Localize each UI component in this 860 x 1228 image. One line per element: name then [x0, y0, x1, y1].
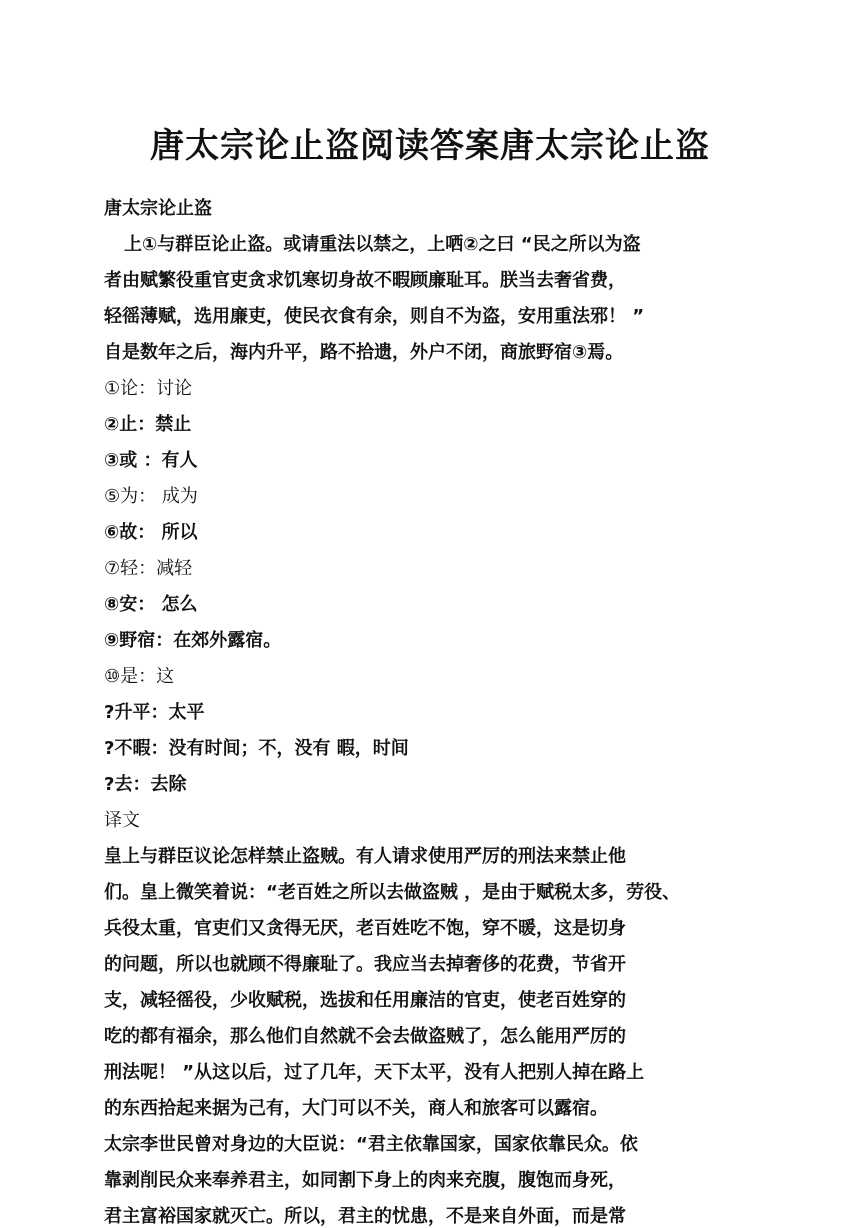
- text-line: ⑨野宿：在郊外露宿。: [104, 630, 282, 651]
- text-line: ⑥故： 所以: [104, 522, 198, 543]
- text-line: 译文: [104, 810, 140, 831]
- text-line: 上①与群臣论止盗。或请重法以禁之，上哂②之曰 “民之所以为盗: [124, 234, 641, 255]
- text-line: 君主富裕国家就灭亡。所以，君主的忧患，不是来自外面，而是常: [104, 1206, 626, 1227]
- text-line: 们。皇上微笑着说：“老百姓之所以去做盗贼 ，是由于赋税太多，劳役、: [104, 882, 681, 903]
- text-line: ⑦轻：减轻: [104, 558, 193, 579]
- text-line: 靠剥削民众来奉养君主，如同割下身上的肉来充腹，腹饱而身死，: [104, 1170, 626, 1191]
- text-line: ?不暇：没有时间；不，没有 暇，时间: [104, 738, 409, 759]
- text-line: 吃的都有福余，那么他们自然就不会去做盗贼了，怎么能用严厉的: [104, 1026, 626, 1047]
- text-line: 支，减轻徭役，少收赋税，选拔和任用廉洁的官吏，使老百姓穿的: [104, 990, 626, 1011]
- text-line: 唐太宗论止盗: [104, 198, 212, 219]
- text-line: 者由赋繁役重官吏贪求饥寒切身故不暇顾廉耻耳。朕当去奢省费，: [104, 270, 626, 291]
- text-line: ⑧安： 怎么: [104, 594, 198, 615]
- document-title: 唐太宗论止盗阅读答案唐太宗论止盗: [150, 126, 710, 166]
- text-line: ③或 ：有人: [104, 450, 198, 471]
- text-line: ⑤为： 成为: [104, 486, 198, 507]
- text-line: 刑法呢！ ”从这以后，过了几年，天下太平，没有人把别人掉在路上: [104, 1062, 645, 1083]
- text-line: 轻徭薄赋，选用廉吏，使民衣食有余，则自不为盗，安用重法邪！ ”: [104, 306, 645, 327]
- text-line: ⑩是：这: [104, 666, 175, 687]
- text-line: ?升平：太平: [104, 702, 205, 723]
- text-line: 兵役太重，官吏们又贪得无厌，老百姓吃不饱，穿不暖，这是切身: [104, 918, 626, 939]
- text-line: 自是数年之后，海内升平，路不拾遗，外户不闭，商旅野宿③焉。: [104, 342, 624, 363]
- text-line: 皇上与群臣议论怎样禁止盗贼。有人请求使用严厉的刑法来禁止他: [104, 846, 626, 867]
- text-line: ?去：去除: [104, 774, 187, 795]
- text-line: 太宗李世民曾对身边的大臣说：“君主依靠国家，国家依靠民众。依: [104, 1134, 638, 1155]
- text-line: 的问题，所以也就顾不得廉耻了。我应当去掉奢侈的花费，节省开: [104, 954, 626, 975]
- text-line: 的东西拾起来据为己有，大门可以不关，商人和旅客可以露宿。: [104, 1098, 608, 1119]
- text-line: ①论：讨论: [104, 378, 193, 399]
- text-line: ②止：禁止: [104, 414, 192, 435]
